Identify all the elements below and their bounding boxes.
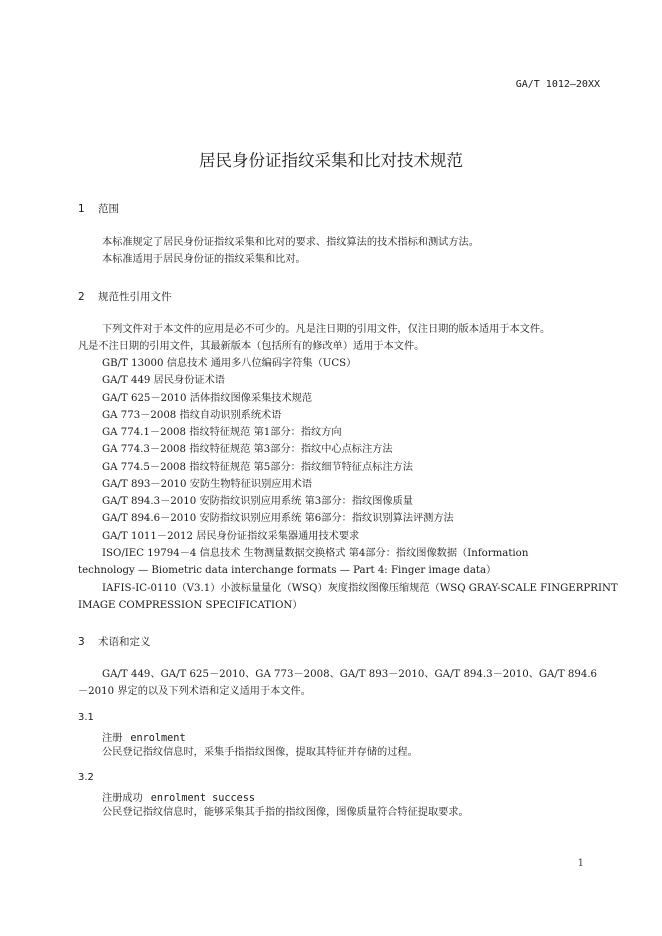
paragraph: GA/T 449、GA/T 625－2010、GA 773－2008、GA/T 893－2010、GA/T 894.3－2010、GA/T 894.6: [102, 669, 598, 680]
reference-item: GA 774.5－2008 指纹特征规范 第5部分：指纹细节特征点标注方法: [102, 462, 413, 473]
section-title: 范围: [98, 203, 119, 215]
reference-item: ISO/IEC 19794－4 信息技术 生物测量数据交换格式 第4部分：指纹图像数据（Information: [102, 548, 529, 559]
section-number: 1: [78, 203, 85, 215]
section-3-heading: [78, 634, 151, 649]
term-zh: 注册成功: [102, 793, 143, 804]
paragraph: －2010 界定的以及下列术语和定义适用于本文件。: [78, 686, 311, 697]
section-2-heading: [78, 289, 172, 304]
section-number: 2: [78, 291, 85, 303]
reference-item: GA/T 894.6－2010 安防指纹识别应用系统 第6部分：指纹识别算法评测方法: [102, 513, 454, 524]
clause-number: 3.1: [78, 712, 94, 723]
clause-number: 3.2: [78, 772, 94, 783]
reference-item: GA/T 625－2010 活体指纹图像采集技术规范: [102, 393, 313, 404]
document-code: GA/T 1012—20XX: [515, 79, 600, 90]
section-1-heading: [78, 201, 119, 216]
page-number: 1: [577, 858, 584, 869]
reference-item: GA/T 893－2010 安防生物特征识别应用术语: [102, 479, 313, 490]
reference-item: GA/T 1011－2012 居民身份证指纹采集器通用技术要求: [102, 531, 360, 542]
term-zh: 注册: [102, 733, 123, 744]
reference-item: GA 773－2008 指纹自动识别系统术语: [102, 410, 282, 421]
reference-item: GA/T 449 居民身份证术语: [102, 375, 225, 386]
document-title: 居民身份证指纹采集和比对技术规范: [199, 151, 463, 170]
reference-item-continued: technology — Biometric data interchange formats — Part 4: Finger image data）: [78, 565, 497, 576]
paragraph: 凡是不注日期的引用文件，其最新版本（包括所有的修改单）适用于本文件。: [78, 341, 425, 352]
term-title: [102, 789, 255, 804]
reference-item: GA 774.3－2008 指纹特征规范 第3部分：指纹中心点标注方法: [102, 444, 393, 455]
section-title: 术语和定义: [98, 636, 151, 648]
term-definition: 公民登记指纹信息时，采集手指指纹图像，提取其特征并存储的过程。: [102, 747, 418, 758]
term-en: enrolment success: [150, 793, 256, 804]
reference-item-continued: IMAGE COMPRESSION SPECIFICATION）: [78, 600, 303, 611]
paragraph: 本标准适用于居民身份证的指纹采集和比对。: [102, 254, 306, 265]
paragraph: 下列文件对于本文件的应用是必不可少的。凡是注日期的引用文件，仅注日期的版本适用于本文件。: [102, 324, 551, 335]
reference-item: GB/T 13000 信息技术 通用多八位编码字符集（UCS）: [102, 358, 357, 369]
section-title: 规范性引用文件: [98, 291, 172, 303]
reference-item: GA/T 894.3－2010 安防指纹识别应用系统 第3部分：指纹图像质量: [102, 496, 413, 507]
term-en: enrolment: [130, 733, 186, 744]
section-number: 3: [78, 636, 85, 648]
reference-item: IAFIS-IC-0110（V3.1）小波标量量化（WSQ）灰度指纹图像压缩规范（WSQ GRAY-SCALE FINGERPRINT: [102, 583, 618, 594]
reference-item: GA 774.1－2008 指纹特征规范 第1部分：指纹方向: [102, 427, 342, 438]
term-title: [102, 729, 186, 744]
paragraph: 本标准规定了居民身份证指纹采集和比对的要求、指纹算法的技术指标和测试方法。: [102, 237, 479, 248]
term-definition: 公民登记指纹信息时，能够采集其手指的指纹图像，图像质量符合特征提取要求。: [102, 807, 469, 818]
